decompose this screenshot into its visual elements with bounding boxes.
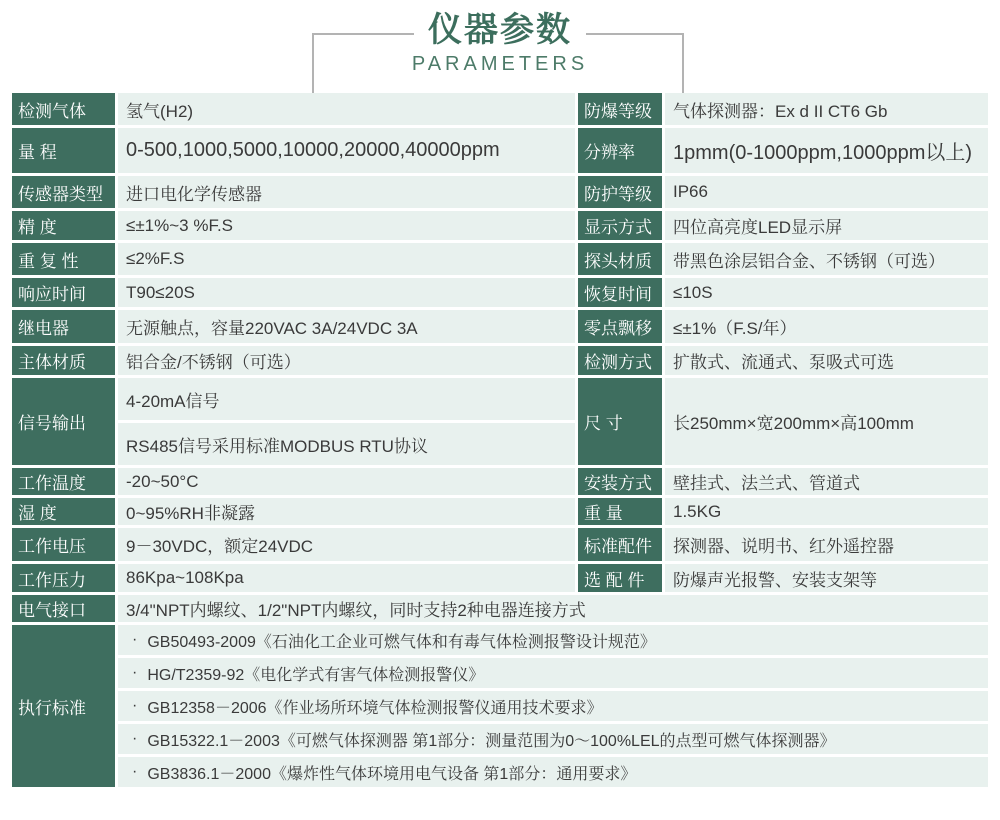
spec-value: ≤10S xyxy=(665,278,988,307)
spec-value: 铝合金/不锈钢（可选） xyxy=(118,346,575,375)
spec-value-dimensions: 长250mm×宽200mm×高100mm xyxy=(665,378,988,465)
spec-label: 检测方式 xyxy=(578,346,662,375)
spec-value: 扩散式、流通式、泵吸式可选 xyxy=(665,346,988,375)
spec-value: 0-500,1000,5000,10000,20000,40000ppm xyxy=(118,128,575,173)
spec-label-standards: 执行标准 xyxy=(12,625,115,787)
spec-label: 防爆等级 xyxy=(578,93,662,125)
spec-label: 工作温度 xyxy=(12,468,115,495)
bullet-icon: · xyxy=(132,730,138,747)
spec-label: 重 量 xyxy=(578,498,662,525)
spec-value: 无源触点，容量220VAC 3A/24VDC 3A xyxy=(118,310,575,343)
spec-label: 检测气体 xyxy=(12,93,115,125)
spec-value: 气体探测器：Ex d II CT6 Gb xyxy=(665,93,988,125)
spec-label: 精 度 xyxy=(12,211,115,240)
title-block xyxy=(0,0,1000,93)
page-title: 仪器参数 xyxy=(414,9,586,51)
standard-item xyxy=(118,658,988,688)
spec-value: ≤±1%（F.S/年） xyxy=(665,310,988,343)
spec-value: 带黑色涂层铝合金、不锈钢（可选） xyxy=(665,243,988,275)
spec-value: 86Kpa~108Kpa xyxy=(118,564,575,592)
signal-output-analog: 4-20mA信号 xyxy=(118,378,575,420)
spec-value: 0~95%RH非凝露 xyxy=(118,498,575,525)
spec-value: ≤±1%~3 %F.S xyxy=(118,211,575,240)
spec-value: T90≤20S xyxy=(118,278,575,307)
spec-label: 湿 度 xyxy=(12,498,115,525)
spec-value: 进口电化学传感器 xyxy=(118,176,575,208)
spec-label: 标准配件 xyxy=(578,528,662,561)
spec-value: 氢气(H2) xyxy=(118,93,575,125)
bullet-icon: · xyxy=(132,631,138,648)
spec-label-dimensions: 尺 寸 xyxy=(578,378,662,465)
spec-label: 继电器 xyxy=(12,310,115,343)
standard-text: GB15322.1－2003《可燃气体探测器 第1部分：测量范围为0～100%LEL的点型可燃气体探测器》 xyxy=(147,732,836,750)
standard-text: HG/T2359-92《电化学式有害气体检测报警仪》 xyxy=(147,666,485,684)
spec-label: 安装方式 xyxy=(578,468,662,495)
spec-value: 9－30VDC，额定24VDC xyxy=(118,528,575,561)
spec-value-signal-output xyxy=(118,378,575,465)
spec-label: 零点飘移 xyxy=(578,310,662,343)
spec-label: 防护等级 xyxy=(578,176,662,208)
standard-text: GB50493-2009《石油化工企业可燃气体和有毒气体检测报警设计规范》 xyxy=(147,633,656,651)
spec-table xyxy=(12,93,988,787)
spec-value: 壁挂式、法兰式、管道式 xyxy=(665,468,988,495)
spec-value: IP66 xyxy=(665,176,988,208)
standard-item xyxy=(118,757,988,787)
bullet-icon: · xyxy=(132,664,138,681)
spec-value: 防爆声光报警、安装支架等 xyxy=(665,564,988,592)
standard-item xyxy=(118,691,988,721)
spec-value: 四位高亮度LED显示屏 xyxy=(665,211,988,240)
spec-label: 显示方式 xyxy=(578,211,662,240)
signal-output-rs485: RS485信号采用标准MODBUS RTU协议 xyxy=(118,423,575,465)
spec-label: 响应时间 xyxy=(12,278,115,307)
page-subtitle: PARAMETERS xyxy=(411,53,589,75)
spec-label: 分辨率 xyxy=(578,128,662,173)
spec-value: 1pmm(0-1000ppm,1000ppm以上) xyxy=(665,128,988,173)
spec-label-signal-output: 信号输出 xyxy=(12,378,115,465)
spec-label-electrical-interface: 电气接口 xyxy=(12,595,115,622)
spec-value: 探测器、说明书、红外遥控器 xyxy=(665,528,988,561)
standard-text: GB3836.1－2000《爆炸性气体环境用电气设备 第1部分：通用要求》 xyxy=(147,765,637,783)
spec-label: 量 程 xyxy=(12,128,115,173)
spec-value-electrical-interface: 3/4"NPT内螺纹、1/2"NPT内螺纹，同时支持2种电器连接方式 xyxy=(118,595,988,622)
standard-item xyxy=(118,625,988,655)
bullet-icon: · xyxy=(132,697,138,714)
spec-label: 传感器类型 xyxy=(12,176,115,208)
spec-label: 恢复时间 xyxy=(578,278,662,307)
spec-label: 工作压力 xyxy=(12,564,115,592)
standard-text: GB12358－2006《作业场所环境气体检测报警仪通用技术要求》 xyxy=(147,699,603,717)
spec-value: 1.5KG xyxy=(665,498,988,525)
spec-label: 重 复 性 xyxy=(12,243,115,275)
spec-value: ≤2%F.S xyxy=(118,243,575,275)
spec-label: 主体材质 xyxy=(12,346,115,375)
standard-item xyxy=(118,724,988,754)
spec-value: -20~50°C xyxy=(118,468,575,495)
bullet-icon: · xyxy=(132,763,138,780)
spec-label: 选 配 件 xyxy=(578,564,662,592)
spec-label: 探头材质 xyxy=(578,243,662,275)
spec-label: 工作电压 xyxy=(12,528,115,561)
